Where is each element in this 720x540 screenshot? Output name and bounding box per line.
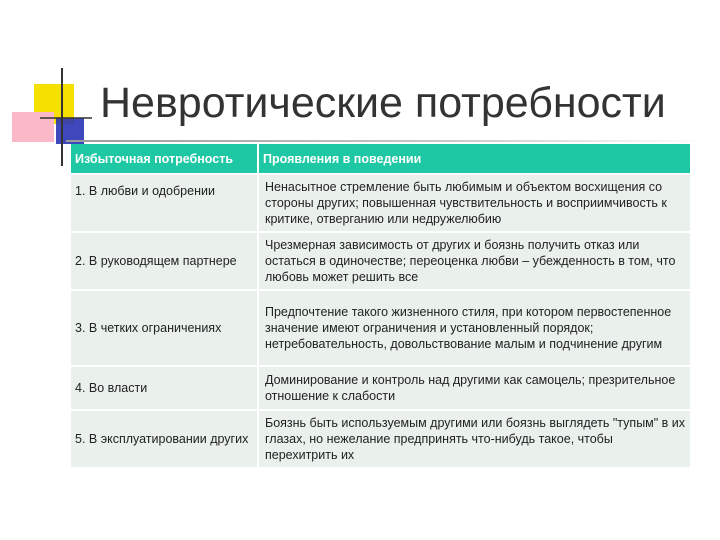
manifestation-cell: Чрезмерная зависимость от других и боязнь получить отказ или остаться в одиночестве; переоценка любви – убежденность в том, что любовь может решить все	[258, 232, 691, 290]
manifestation-cell: Боязнь быть используемым другими или боязнь выглядеть "тупым" в их глазах, но нежелание предпринять что-нибудь такое, чтобы перехитрить их	[258, 410, 691, 468]
need-cell: 3. В четких ограничениях	[71, 290, 258, 366]
need-cell: 1. В любви и одобрении	[71, 174, 258, 232]
manifestation-cell: Предпочтение такого жизненного стиля, при котором первостепенное значение имеют ограничения и установленный порядок; нетребовательность, довольствование малым и подчинение другим	[258, 290, 691, 366]
table-header-row	[71, 144, 691, 174]
table-row	[71, 290, 691, 366]
title-underline	[66, 140, 706, 142]
header-need: Избыточная потребность	[71, 144, 258, 174]
manifestation-cell: Ненасытное стремление быть любимым и объектом восхищения со стороны других; повышенная чувствительность и восприимчивость к критике, отверганию или недружелюбию	[258, 174, 691, 232]
table-row	[71, 410, 691, 468]
need-cell: 5. В эксплуатировании других	[71, 410, 258, 468]
table-row	[71, 174, 691, 232]
header-manifestation: Проявления в поведении	[258, 144, 691, 174]
slide-title: Невротические потребности	[100, 79, 666, 127]
need-cell: 4. Во власти	[71, 366, 258, 410]
need-cell: 2. В руководящем партнере	[71, 232, 258, 290]
table-row	[71, 366, 691, 410]
table-row	[71, 232, 691, 290]
needs-table	[71, 144, 692, 469]
pink-square	[12, 112, 54, 142]
manifestation-cell: Доминирование и контроль над другими как самоцель; презрительное отношение к слабости	[258, 366, 691, 410]
